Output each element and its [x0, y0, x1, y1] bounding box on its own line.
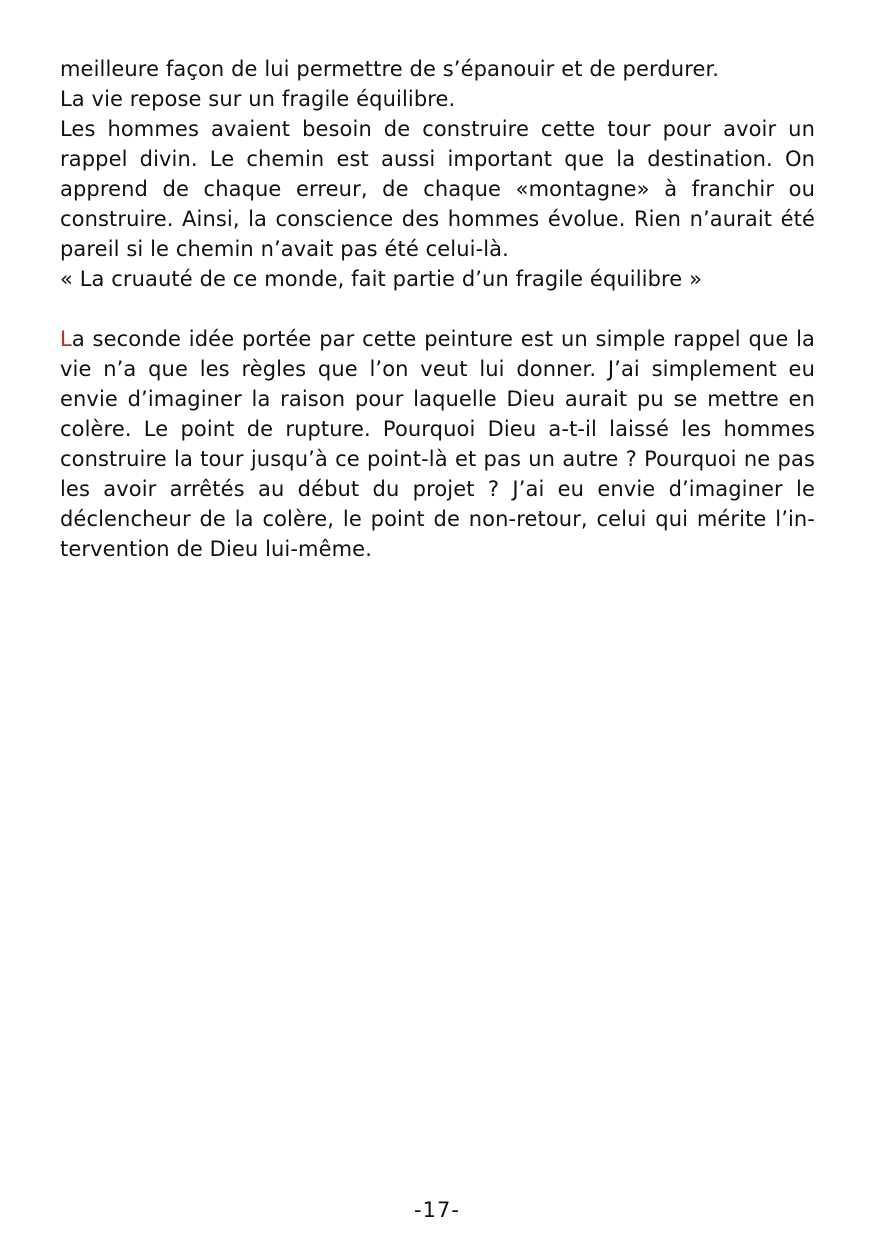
paragraph-tower: Les hommes avaient besoin de construire cette tour pour avoir un rappel divin. Le chemin est aussi important que la destination. On apprend de chaque erreur, de chaque «montagne» à franchir ou construire. Ainsi, la conscience des hommes évolue. Rien n’aurait été pareil si le chemin n’avait pas été celui-là.: [60, 117, 815, 261]
initial-letter: L: [60, 327, 72, 351]
paragraph-continuation: meilleure façon de lui permettre de s’épanouir et de perdurer.: [60, 57, 720, 81]
paragraph-balance: La vie repose sur un fragile équilibre.: [60, 87, 456, 111]
paragraph-second-idea-text: a seconde idée portée par cette peinture est un simple rappel que la vie n’a que les règles que l’on veut lui donner. J’ai simplement eu envie d’imaginer la raison pour laquelle Dieu aurait pu se mettre en colère. Le point de rupture. Pourquoi Dieu a-t-il laissé les hommes construire la tour jusqu’à ce point-là et pas un autre ? Pourquoi ne pas les avoir arrêtés au début du projet ? J’ai eu envie d’imaginer le déclencheur de la colère, le point de non-retour, celui qui mérite l’in-tervention de Dieu lui-même.: [60, 327, 815, 561]
body-text: [60, 54, 815, 564]
quote-cruelty: « La cruauté de ce monde, fait partie d’un fragile équilibre »: [60, 267, 703, 291]
paragraph-spacer: [60, 294, 815, 324]
paragraph-second-idea: [60, 324, 815, 564]
page-number: -17-: [414, 1198, 460, 1222]
